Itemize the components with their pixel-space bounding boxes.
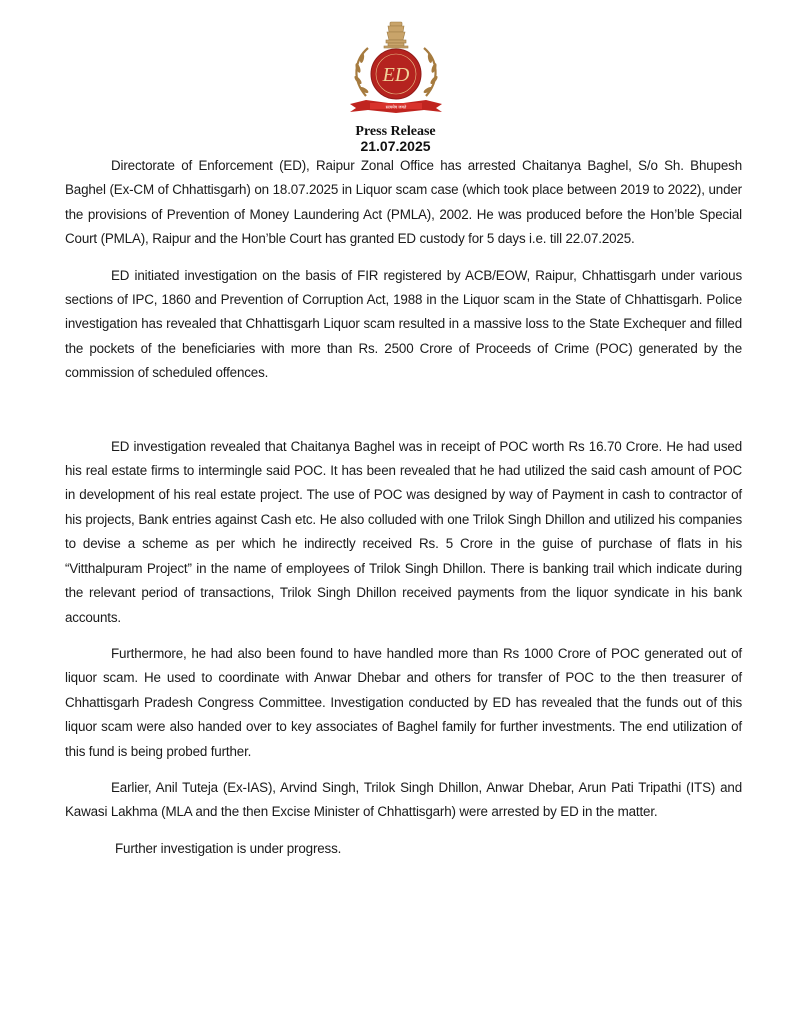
press-release-title: Press Release bbox=[355, 124, 436, 139]
paragraph-arrest: Directorate of Enforcement (ED), Raipur Zonal Office has arrested Chaitanya Baghel, S/o Sh. Bhupesh Baghel (Ex-CM of Chhattisgarh) on 18.07.2025 in Liquor scam case (which took place between 2019 to 2022), under the provisions of Prevention of Money Laundering Act (PMLA), 2002. He was produced before the Hon’ble Special Court (PMLA), Raipur and the Hon’ble Court has granted ED custody for 5 days i.e. till 22.07.2025. bbox=[65, 158, 742, 247]
press-release-body bbox=[65, 154, 742, 861]
paragraph-further-investigation: Further investigation is under progress. bbox=[115, 840, 342, 856]
press-release-header bbox=[0, 18, 791, 154]
svg-text:ED: ED bbox=[382, 64, 409, 86]
paragraph-earlier-arrests: Earlier, Anil Tuteja (Ex-IAS), Arvind Singh, Trilok Singh Dhillon, Anwar Dhebar, Arun Pati Tripathi (ITS) and Kawasi Lakhma (MLA and the then Excise Minister of Chhattisgarh) were arrested by ED in the matter. bbox=[65, 779, 742, 820]
paragraph-poc-receipt: ED investigation revealed that Chaitanya Baghel was in receipt of POC worth Rs 16.70 Crore. He had used his real estate firms to intermingle said POC. It has been revealed that he had utilized the said cash amount of POC in development of his real estate project. The use of POC was designed by way of Payment in cash to contractor of his projects, Bank entries against Cash etc. He also colluded with one Trilok Singh Dhillon and utilized his companies to devise a scheme as per which he indirectly received Rs. 5 Crore in the guise of purchase of flats in his “Vitthalpuram Project” in the name of employees of Trilok Singh Dhillon. There is banking trail which indicate during the relevant period of transactions, Trilok Singh Dhillon received payments from the liquor syndicate in his bank accounts. bbox=[65, 438, 742, 625]
ed-emblem-icon bbox=[344, 18, 448, 122]
svg-text:सत्यमेव जयते: सत्यमेव जयते bbox=[385, 104, 406, 110]
paragraph-poc-handling: Furthermore, he had also been found to have handled more than Rs 1000 Crore of POC generated out of liquor scam. He used to coordinate with Anwar Dhebar and others for transfer of POC to the then treasurer of Chhattisgarh Pradesh Congress Committee. Investigation conducted by ED has revealed that the funds out of this liquor scam were also handed over to key associates of Baghel family for further investments. The end utilization of this fund is being probed further. bbox=[65, 645, 742, 759]
press-release-date: 21.07.2025 bbox=[360, 138, 431, 154]
paragraph-investigation-basis: ED initiated investigation on the basis of FIR registered by ACB/EOW, Raipur, Chhattisgarh under various sections of IPC, 1860 and Prevention of Corruption Act, 1988 in the Liquor scam in the State of Chhattisgarh. Police investigation has revealed that Chhattisgarh Liquor scam resulted in a massive loss to the State Exchequer and filled the pockets of the beneficiaries with more than Rs. 2500 Crore of Proceeds of Crime (POC) generated by the commission of scheduled offences. bbox=[65, 267, 742, 381]
